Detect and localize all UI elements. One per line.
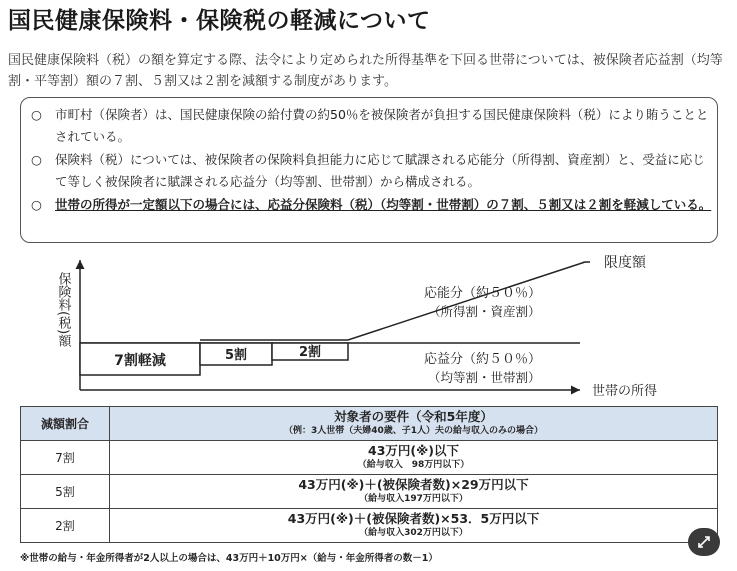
bullet-mark: ○ xyxy=(31,152,42,167)
intro-text: 国民健康保険料（税）の額を算定する際、法令により定められた所得基準を下回る世帯については、被保険者応益割（均等割・平等割）額の７割、５割又は２割を減額する制度があります。 xyxy=(8,53,723,89)
expand-icon xyxy=(696,534,712,550)
reduction-2-label: 2割 xyxy=(298,345,322,360)
table-row xyxy=(21,441,718,475)
requirement-sub: （給与収入302万円以下） xyxy=(359,528,468,538)
rate-header: 減額割合 xyxy=(21,407,110,441)
rate-cell: 2割 xyxy=(21,509,110,543)
requirement-sub: （給与収入 98万円以下） xyxy=(357,460,470,470)
requirement-cell xyxy=(110,475,718,509)
benefit-label: 応益分（約５０％） xyxy=(424,352,542,367)
reduction-7-label: 7割軽減 xyxy=(114,353,166,369)
summary-item xyxy=(31,149,705,189)
bullet-mark: ○ xyxy=(31,197,42,212)
rate-cell: 7割 xyxy=(21,441,110,475)
summary-item-text: 市町村（保険者）は、国民健康保険の給付費の約50％を被保険者が負担する国民健康保険料（税）により賄うこととされている。 xyxy=(55,107,709,144)
table-row xyxy=(21,475,718,509)
table-row xyxy=(21,509,718,543)
benefit-sub-label: （均等割・世帯割） xyxy=(428,370,541,385)
requirement-cell xyxy=(110,509,718,543)
summary-item xyxy=(31,104,709,144)
bullet-mark: ○ xyxy=(31,107,42,122)
requirement-header-title: 対象者の要件（令和5年度） xyxy=(334,409,493,424)
summary-box xyxy=(20,97,718,243)
requirement-sub: （給与収入197万円以下） xyxy=(359,494,468,504)
summary-item-text-emphasis: 世帯の所得が一定額以下の場合には、応益分保険料（税）（均等割・世帯割）の７割、５割又は２割を軽減している。 xyxy=(55,197,712,212)
requirement-header xyxy=(110,407,718,441)
y-axis-label: 保険料(税)額 xyxy=(55,272,71,348)
requirement-header-sub: （例：3人世帯（夫婦40歳、子1人）夫の給与収入のみの場合） xyxy=(283,426,544,436)
requirement-cell xyxy=(110,441,718,475)
requirement-main: 43万円(※)＋(被保険者数)×53．5万円以下 xyxy=(287,511,540,526)
reduction-diagram xyxy=(0,250,737,406)
rate-cell: 5割 xyxy=(21,475,110,509)
x-axis-label: 世帯の所得 xyxy=(592,384,658,399)
requirement-main: 43万円(※)＋(被保険者数)×29万円以下 xyxy=(298,477,529,492)
table-header-row xyxy=(21,407,718,441)
requirement-main: 43万円(※)以下 xyxy=(368,443,459,458)
ability-sub-label: （所得割・資産割） xyxy=(428,304,541,319)
summary-item xyxy=(31,194,712,216)
expand-button[interactable] xyxy=(688,528,720,556)
limit-label: 限度額 xyxy=(604,255,646,271)
footnote: ※世帯の給与・年金所得者が2人以上の場合は、43万円＋10万円×（給与・年金所得者の数－1） xyxy=(20,553,438,564)
summary-item-text: 保険料（税）については、被保険者の保険料負担能力に応じて賦課される応能分（所得割、資産割）と、受益に応じて等しく被保険者に賦課される応益分（均等割、世帯割）から構成される。 xyxy=(55,152,705,189)
ability-line xyxy=(200,262,590,340)
ability-label: 応能分（約５０％） xyxy=(424,286,542,301)
page-title: 国民健康保険料・保険税の軽減について xyxy=(8,8,431,34)
requirements-table xyxy=(20,406,718,543)
reduction-5-label: 5割 xyxy=(224,348,248,363)
